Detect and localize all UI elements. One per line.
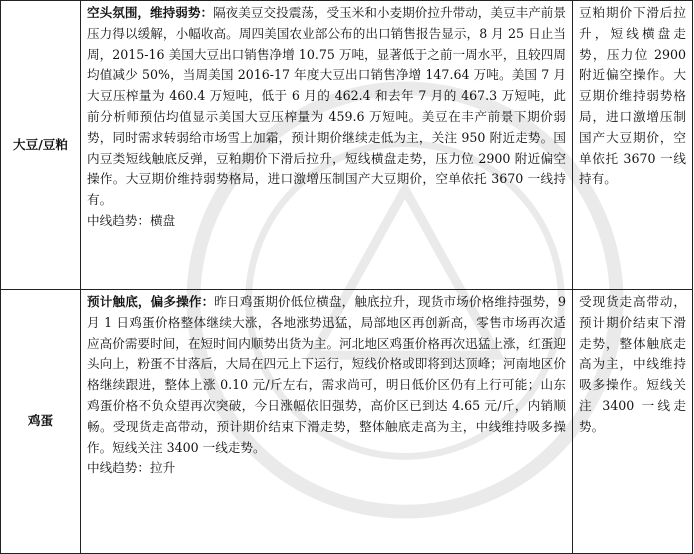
- analysis-body: 昨日鸡蛋期价低位横盘，触底拉升，现货市场价格维持强势，9 月 1 日鸡蛋价格整体继续大涨，各地涨势迅猛，局部地区再创新高，零售市场再次适应高价需要时间，在短时间内顺势出货为主。河北地区鸡蛋价格再次迅猛上涨，红蛋迎头向上，粉蛋不甘落后，大局在四元上下运行，短线价格或即将到达顶峰；河南地区价格继续跟进，整体上涨 0.10 元/斤左右，需求尚可，明日低价区仍有上行可能；山东鸡蛋价格不负众望再次突破，今日涨幅依旧强势，高价区已到达 4.65 元/斤，内销顺畅。受现货走高带动，预计期价结束下滑走势，整体触底走高为主，中线维持吸多操作。短线关注 3400 一线走势。: [87, 294, 567, 455]
- analysis-lead: 预计触底，偏多操作：: [87, 294, 215, 309]
- strategy-text: 豆粕期价下滑后拉升，短线横盘走势，压力位 2900 附近偏空操作。大豆期价维持弱势格局，进口激增压制国产大豆期价，空单依托 3670 一线持有。: [573, 1, 693, 290]
- trend-text: 中线趋势：拉升: [87, 460, 176, 476]
- analysis-lead: 空头氛围，维持弱势：: [87, 5, 214, 20]
- commodity-label: 鸡蛋: [1, 290, 81, 554]
- strategy-text: 受现货走高带动，预计期价结束下滑走势，整体触底走高为主，中线维持吸多操作。短线关注 3400 一线走势。: [573, 290, 693, 554]
- analysis-body: 隔夜美豆交投震荡，受玉米和小麦期价拉升带动，美豆丰产前景压力得以缓解，小幅收高。周四美国农业部公布的出口销售报告显示，8 月 25 日止当周，2015-16 美国大豆出口销售净增 10.75 万吨，显著低于之前一周水平，且较四周均值减少 50%，当周美国 2016-17 年度大豆出口销售净增 147.64 万吨。美国 7 月大豆压榨量为 460.4 万短吨，低于 6 月的 462.4 和去年 7 月的 467.3 万短吨，此前分析师预估均值显示美国大豆压榨量为 459.6 万短吨。美豆在丰产前景下期价弱势，同时需求转弱给市场雪上加霜，预计期价继续走低为主，关注 950 附近走势。国内豆类短线触底反弹，豆粕期价下滑后拉升，短线横盘走势，压力位 2900 附近偏空操作。大豆期价维持弱势格局，进口激增压制国产大豆期价，空单依托 3670 一线持有。: [87, 5, 567, 208]
- table-row-soybean: [1, 1, 693, 290]
- trend-text: 中线趋势：横盘: [87, 212, 176, 228]
- commodity-label: 大豆/豆粕: [1, 1, 81, 290]
- table-row-egg: [1, 290, 693, 554]
- analysis-text: [81, 290, 573, 554]
- analysis-text: [81, 1, 573, 290]
